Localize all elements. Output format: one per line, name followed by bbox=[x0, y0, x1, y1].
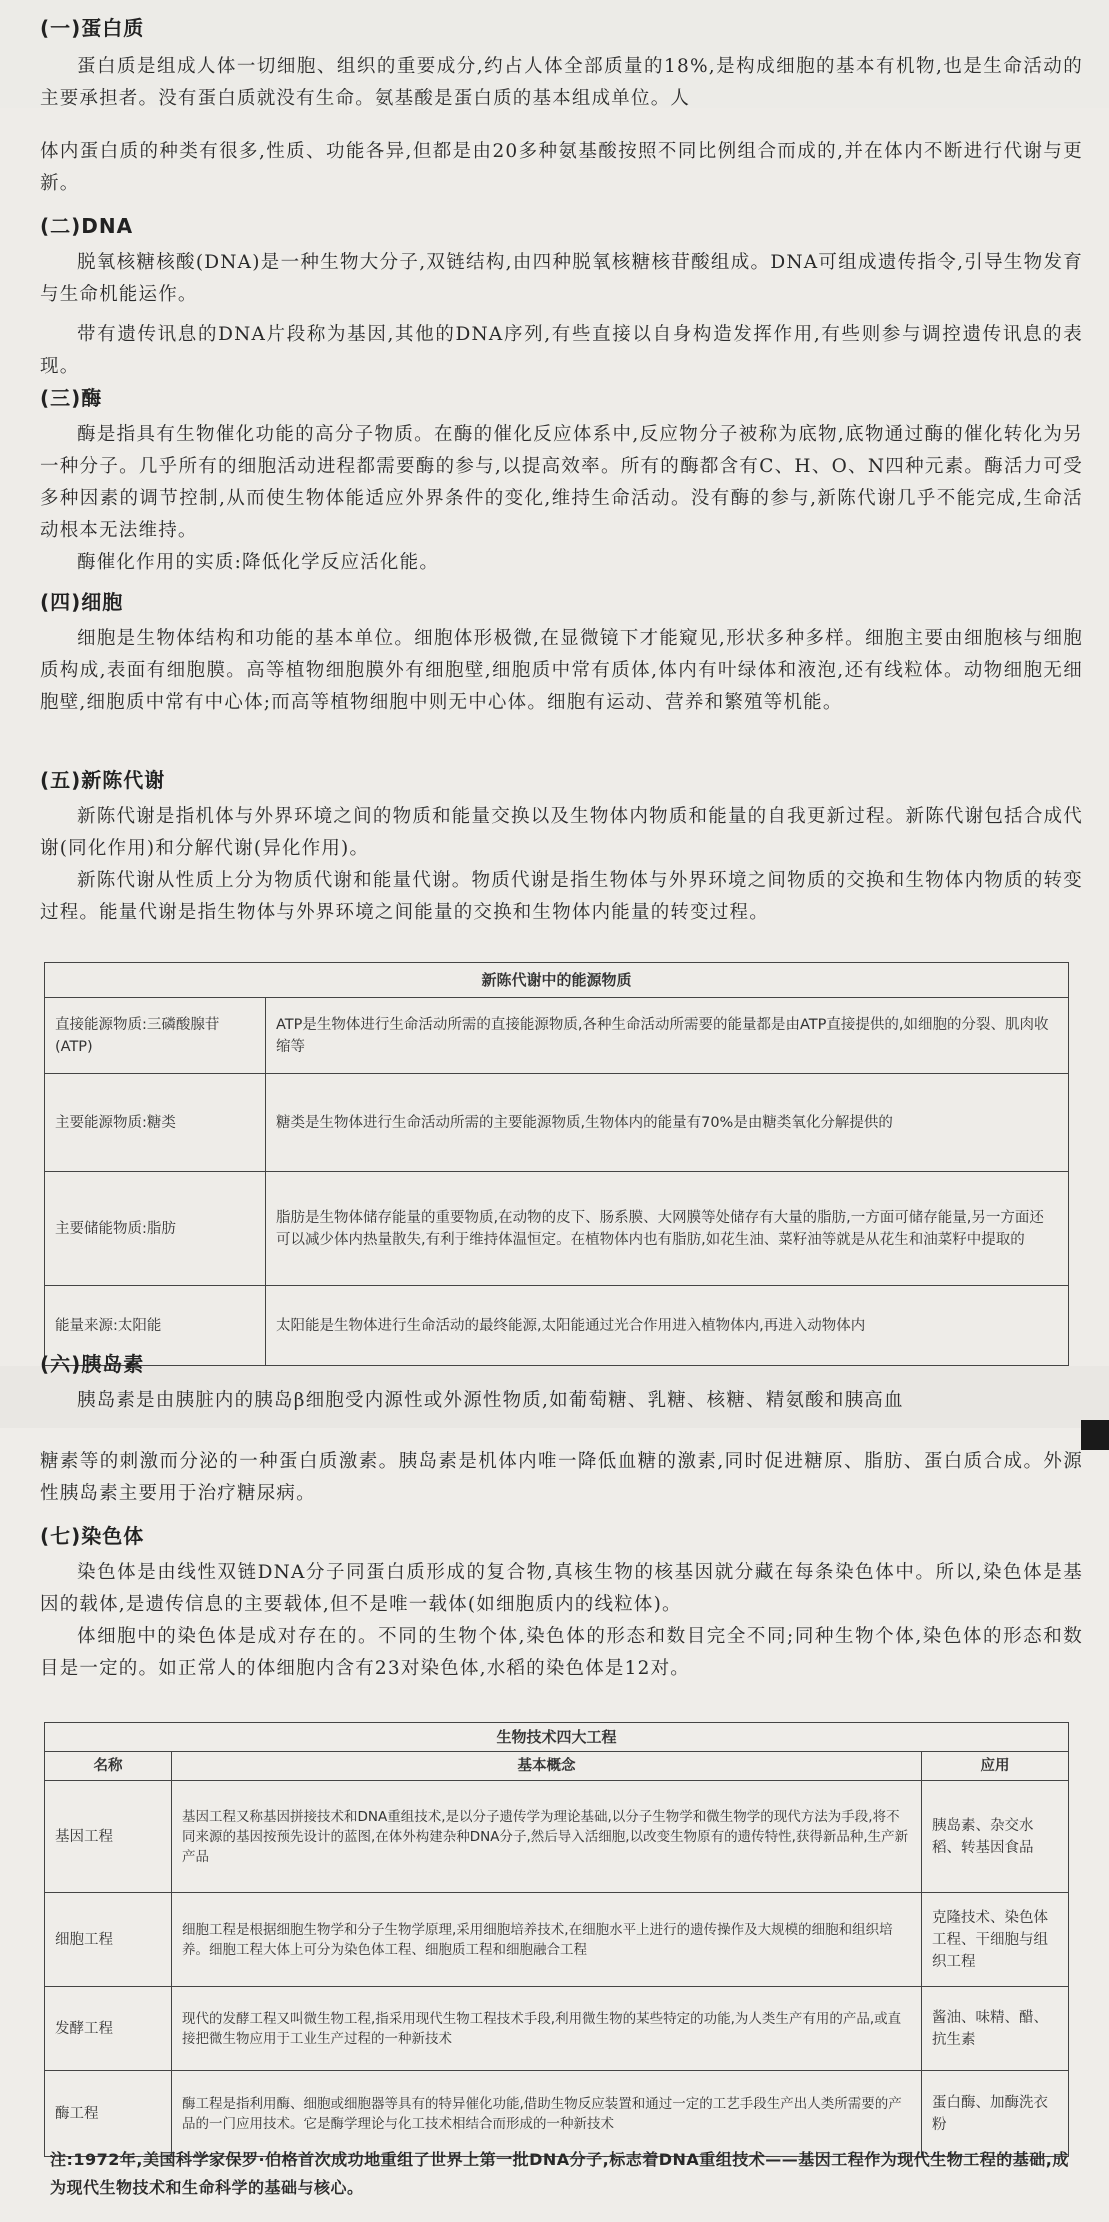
table2-row4-name: 酶工程 bbox=[45, 2071, 172, 2157]
paragraph-enzyme-1: 酶是指具有生物催化功能的高分子物质。在酶的催化反应体系中,反应物分子被称为底物,底物通过酶的催化转化为另一种分子。几乎所有的细胞活动进程都需要酶的参与,以提高效率。所有的酶都含有C、H、O、N四种元素。酶活力可受多种因素的调节控制,从而使生物体能适应外界条件的变化,维持生命活动。没有酶的参与,新陈代谢几乎不能完成,生命活动根本无法维持。 bbox=[40, 424, 1083, 541]
table1-caption: 新陈代谢中的能源物质 bbox=[45, 963, 1069, 998]
table2-row2-concept: 细胞工程是根据细胞生物学和分子生物学原理,采用细胞培养技术,在细胞水平上进行的遗传操作及大规模的细胞和组织培养。细胞工程大体上可分为染色体工程、细胞质工程和细胞融合工程 bbox=[172, 1893, 922, 1987]
section-enzyme bbox=[40, 382, 1083, 579]
table2-row4-concept: 酶工程是指利用酶、细胞或细胞器等具有的特异催化功能,借助生物反应装置和通过一定的工艺手段生产出人类所需要的产品的一门应用技术。它是酶学理论与化工技术相结合而形成的一种新技术 bbox=[172, 2071, 922, 2157]
heading-insulin: (六)胰岛素 bbox=[40, 1352, 145, 1376]
table2-caption: 生物技术四大工程 bbox=[45, 1723, 1069, 1752]
table-row bbox=[45, 1781, 1069, 1893]
table2-header-concept: 基本概念 bbox=[172, 1752, 922, 1781]
section-protein bbox=[40, 12, 1083, 115]
table-row bbox=[45, 1172, 1069, 1286]
heading-dna: (二)DNA bbox=[40, 214, 134, 238]
footnote bbox=[50, 2146, 1069, 2202]
paragraph-cell-1: 细胞是生物体结构和功能的基本单位。细胞体形极微,在显微镜下才能窥见,形状多种多样。细胞主要由细胞核与细胞质构成,表面有细胞膜。高等植物细胞膜外有细胞壁,细胞质中常有质体,体内有叶绿体和液泡,还有线粒体。动物细胞无细胞壁,细胞质中常有中心体;而高等植物细胞中则无中心体。细胞有运动、营养和繁殖等机能。 bbox=[40, 628, 1083, 713]
table-row bbox=[45, 998, 1069, 1074]
table2-row1-use: 胰岛素、杂交水稻、转基因食品 bbox=[922, 1781, 1069, 1893]
table1-row1-name: 直接能源物质:三磷酸腺苷(ATP) bbox=[45, 998, 266, 1074]
section-metabolism bbox=[40, 764, 1083, 929]
paragraph-chromosome-1: 染色体是由线性双链DNA分子同蛋白质形成的复合物,真核生物的核基因就分藏在每条染色体中。所以,染色体是基因的载体,是遗传信息的主要载体,但不是唯一载体(如细胞质内的线粒体)。 bbox=[40, 1562, 1083, 1615]
table2-row3-use: 酱油、味精、醋、抗生素 bbox=[922, 1987, 1069, 2071]
table2-header-name: 名称 bbox=[45, 1752, 172, 1781]
table2-row1-name: 基因工程 bbox=[45, 1781, 172, 1893]
heading-chromosome: (七)染色体 bbox=[40, 1524, 145, 1548]
paragraph-insulin-1: 胰岛素是由胰脏内的胰岛β细胞受内源性或外源性物质,如葡萄糖、乳糖、核糖、精氨酸和胰高血 bbox=[77, 1390, 904, 1411]
section-dna bbox=[40, 210, 1083, 383]
paragraph-enzyme-2: 酶催化作用的实质:降低化学反应活化能。 bbox=[77, 552, 440, 573]
table1-row4-name: 能量来源:太阳能 bbox=[45, 1286, 266, 1366]
table-row bbox=[45, 1987, 1069, 2071]
table-energy-substances bbox=[44, 962, 1069, 1366]
table2-row4-use: 蛋白酶、加酶洗衣粉 bbox=[922, 2071, 1069, 2157]
section-protein-cont bbox=[40, 136, 1083, 200]
table1-row4-desc: 太阳能是生物体进行生命活动的最终能源,太阳能通过光合作用进入植物体内,再进入动物体内 bbox=[266, 1286, 1069, 1366]
heading-cell: (四)细胞 bbox=[40, 590, 124, 614]
table2-row2-use: 克隆技术、染色体工程、干细胞与组织工程 bbox=[922, 1893, 1069, 1987]
table2-row3-concept: 现代的发酵工程又叫微生物工程,指采用现代生物工程技术手段,利用微生物的某些特定的功能,为人类生产有用的产品,或直接把微生物应用于工业生产过程的一种新技术 bbox=[172, 1987, 922, 2071]
section-insulin bbox=[40, 1348, 1083, 1417]
table2-header-use: 应用 bbox=[922, 1752, 1069, 1781]
table2-row3-name: 发酵工程 bbox=[45, 1987, 172, 2071]
section-cell bbox=[40, 586, 1083, 719]
footnote-text: 注:1972年,美国科学家保罗·伯格首次成功地重组了世界上第一批DNA分子,标志着DNA重组技术——基因工程作为现代生物工程的基础,成为现代生物技术和生命科学的基础与核心。 bbox=[50, 2150, 1069, 2197]
paragraph-dna-2: 带有遗传讯息的DNA片段称为基因,其他的DNA序列,有些直接以自身构造发挥作用,有些则参与调控遗传讯息的表现。 bbox=[40, 324, 1083, 377]
paragraph-protein-1b: 体内蛋白质的种类有很多,性质、功能各异,但都是由20多种氨基酸按照不同比例组合而成的,并在体内不断进行代谢与更新。 bbox=[40, 141, 1083, 194]
paragraph-protein-1: 蛋白质是组成人体一切细胞、组织的重要成分,约占人体全部质量的18%,是构成细胞的基本有机物,也是生命活动的主要承担者。没有蛋白质就没有生命。氨基酸是蛋白质的基本组成单位。人 bbox=[40, 56, 1083, 109]
section-chromosome bbox=[40, 1520, 1083, 1685]
paragraph-dna-1: 脱氧核糖核酸(DNA)是一种生物大分子,双链结构,由四种脱氧核糖核苷酸组成。DNA可组成遗传指令,引导生物发育与生命机能运作。 bbox=[40, 252, 1083, 305]
table-row bbox=[45, 2071, 1069, 2157]
table1-row1-desc: ATP是生物体进行生命活动所需的直接能源物质,各种生命活动所需要的能量都是由ATP直接提供的,如细胞的分裂、肌肉收缩等 bbox=[266, 998, 1069, 1074]
heading-protein: (一)蛋白质 bbox=[40, 16, 145, 40]
table-row bbox=[45, 1893, 1069, 1987]
table2-row1-concept: 基因工程又称基因拼接技术和DNA重组技术,是以分子遗传学为理论基础,以分子生物学和微生物学的现代方法为手段,将不同来源的基因按预先设计的蓝图,在体外构建杂种DNA分子,然后导入活细胞,以改变生物原有的遗传特性,获得新品种,生产新产品 bbox=[172, 1781, 922, 1893]
paragraph-chromosome-2: 体细胞中的染色体是成对存在的。不同的生物个体,染色体的形态和数目完全不同;同种生物个体,染色体的形态和数目是一定的。如正常人的体细胞内含有23对染色体,水稻的染色体是12对。 bbox=[40, 1626, 1083, 1679]
table1-row2-name: 主要能源物质:糖类 bbox=[45, 1074, 266, 1172]
table1-row2-desc: 糖类是生物体进行生命活动所需的主要能源物质,生物体内的能量有70%是由糖类氧化分解提供的 bbox=[266, 1074, 1069, 1172]
section-insulin-cont bbox=[40, 1446, 1083, 1510]
table-biotech-engineering bbox=[44, 1722, 1069, 2157]
heading-metabolism: (五)新陈代谢 bbox=[40, 768, 166, 792]
table1-row3-name: 主要储能物质:脂肪 bbox=[45, 1172, 266, 1286]
heading-enzyme: (三)酶 bbox=[40, 386, 103, 410]
table2-row2-name: 细胞工程 bbox=[45, 1893, 172, 1987]
table1-row3-desc: 脂肪是生物体储存能量的重要物质,在动物的皮下、肠系膜、大网膜等处储存有大量的脂肪,一方面可储存能量,另一方面还可以减少体内热量散失,有利于维持体温恒定。在植物体内也有脂肪,如花生油、菜籽油等就是从花生和油菜籽中提取的 bbox=[266, 1172, 1069, 1286]
paragraph-insulin-1b: 糖素等的刺激而分泌的一种蛋白质激素。胰岛素是机体内唯一降低血糖的激素,同时促进糖原、脂肪、蛋白质合成。外源性胰岛素主要用于治疗糖尿病。 bbox=[40, 1451, 1083, 1504]
paragraph-metabolism-1: 新陈代谢是指机体与外界环境之间的物质和能量交换以及生物体内物质和能量的自我更新过程。新陈代谢包括合成代谢(同化作用)和分解代谢(异化作用)。 bbox=[40, 806, 1083, 859]
table-row bbox=[45, 1074, 1069, 1172]
paragraph-metabolism-2: 新陈代谢从性质上分为物质代谢和能量代谢。物质代谢是指生物体与外界环境之间物质的交换和生物体内物质的转变过程。能量代谢是指生物体与外界环境之间能量的交换和生物体内能量的转变过程。 bbox=[40, 870, 1083, 923]
